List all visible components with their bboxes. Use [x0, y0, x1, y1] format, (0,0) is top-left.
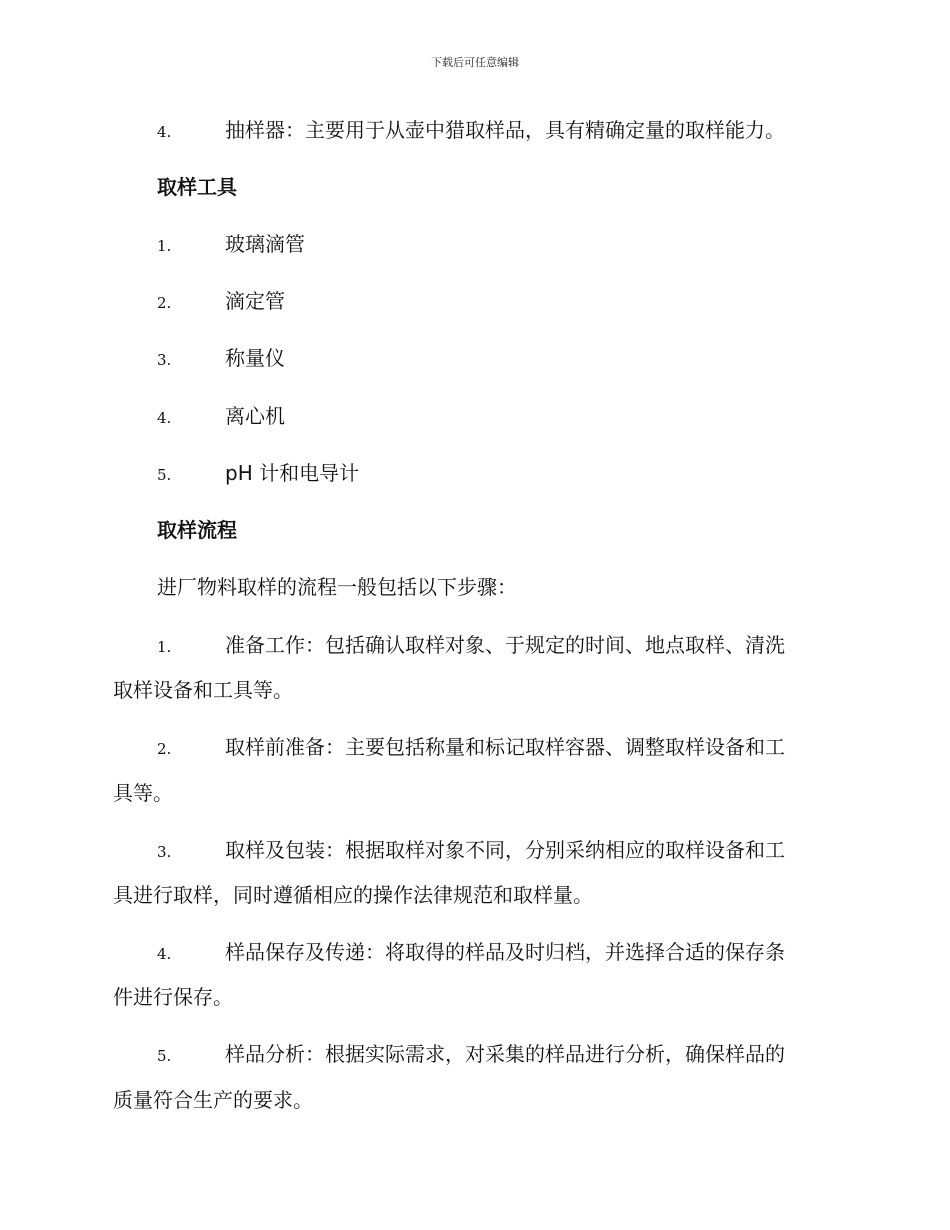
process-step-2: [157, 737, 785, 759]
list-number: 4.: [157, 123, 172, 141]
list-text: 取样及包装：根据取样对象不同，分别采纳相应的取样设备和工: [225, 838, 785, 862]
section-heading-tools: 取样工具: [157, 175, 237, 199]
header-note: 下载后可任意编辑: [431, 56, 519, 69]
list-text: 准备工作：包括确认取样对象、于规定的时间、地点取样、清洗: [225, 633, 785, 657]
process-step-5: [157, 1044, 785, 1066]
list-number: 4.: [157, 409, 172, 427]
tool-item-1: [157, 234, 305, 256]
list-text: 称量仪: [225, 346, 285, 370]
process-step-4: [157, 942, 785, 964]
process-intro: 进厂物料取样的流程一般包括以下步骤：: [157, 575, 517, 599]
list-number: 4.: [157, 945, 172, 963]
list-number: 3.: [157, 843, 172, 861]
process-step-1: [157, 635, 785, 657]
list-number: 3.: [157, 351, 172, 369]
list-text: 离心机: [225, 404, 285, 428]
process-step-3: [157, 840, 785, 862]
list-text: 取样前准备：主要包括称量和标记取样容器、调整取样设备和工: [225, 735, 785, 759]
list-text: 样品分析：根据实际需求，对采集的样品进行分析，确保样品的: [225, 1042, 785, 1066]
list-number: 5.: [157, 466, 172, 484]
process-step-1-continuation: 取样设备和工具等。: [113, 678, 293, 702]
section-heading-process: 取样流程: [157, 518, 237, 542]
tool-item-3: [157, 348, 285, 370]
list-text: 样品保存及传递：将取得的样品及时归档，并选择合适的保存条: [225, 940, 785, 964]
list-text: 抽样器：主要用于从壶中猎取样品，具有精确定量的取样能力。: [225, 118, 785, 142]
list-number: 1.: [157, 638, 172, 656]
tool-item-5: [157, 463, 359, 485]
list-number: 1.: [157, 237, 172, 255]
process-step-2-continuation: 具等。: [113, 781, 173, 805]
list-number: 2.: [157, 740, 172, 758]
sampler-item-4: [157, 120, 785, 142]
process-step-3-continuation: 具进行取样，同时遵循相应的操作法律规范和取样量。: [113, 883, 593, 907]
process-step-5-continuation: 质量符合生产的要求。: [113, 1088, 313, 1112]
list-number: 5.: [157, 1047, 172, 1065]
list-text: 玻璃滴管: [225, 232, 305, 256]
tool-item-2: [157, 291, 285, 313]
process-step-4-continuation: 件进行保存。: [113, 985, 233, 1009]
list-number: 2.: [157, 294, 172, 312]
tool-item-4: [157, 406, 285, 428]
list-text: 滴定管: [225, 289, 285, 313]
list-text: pH 计和电导计: [225, 461, 360, 485]
